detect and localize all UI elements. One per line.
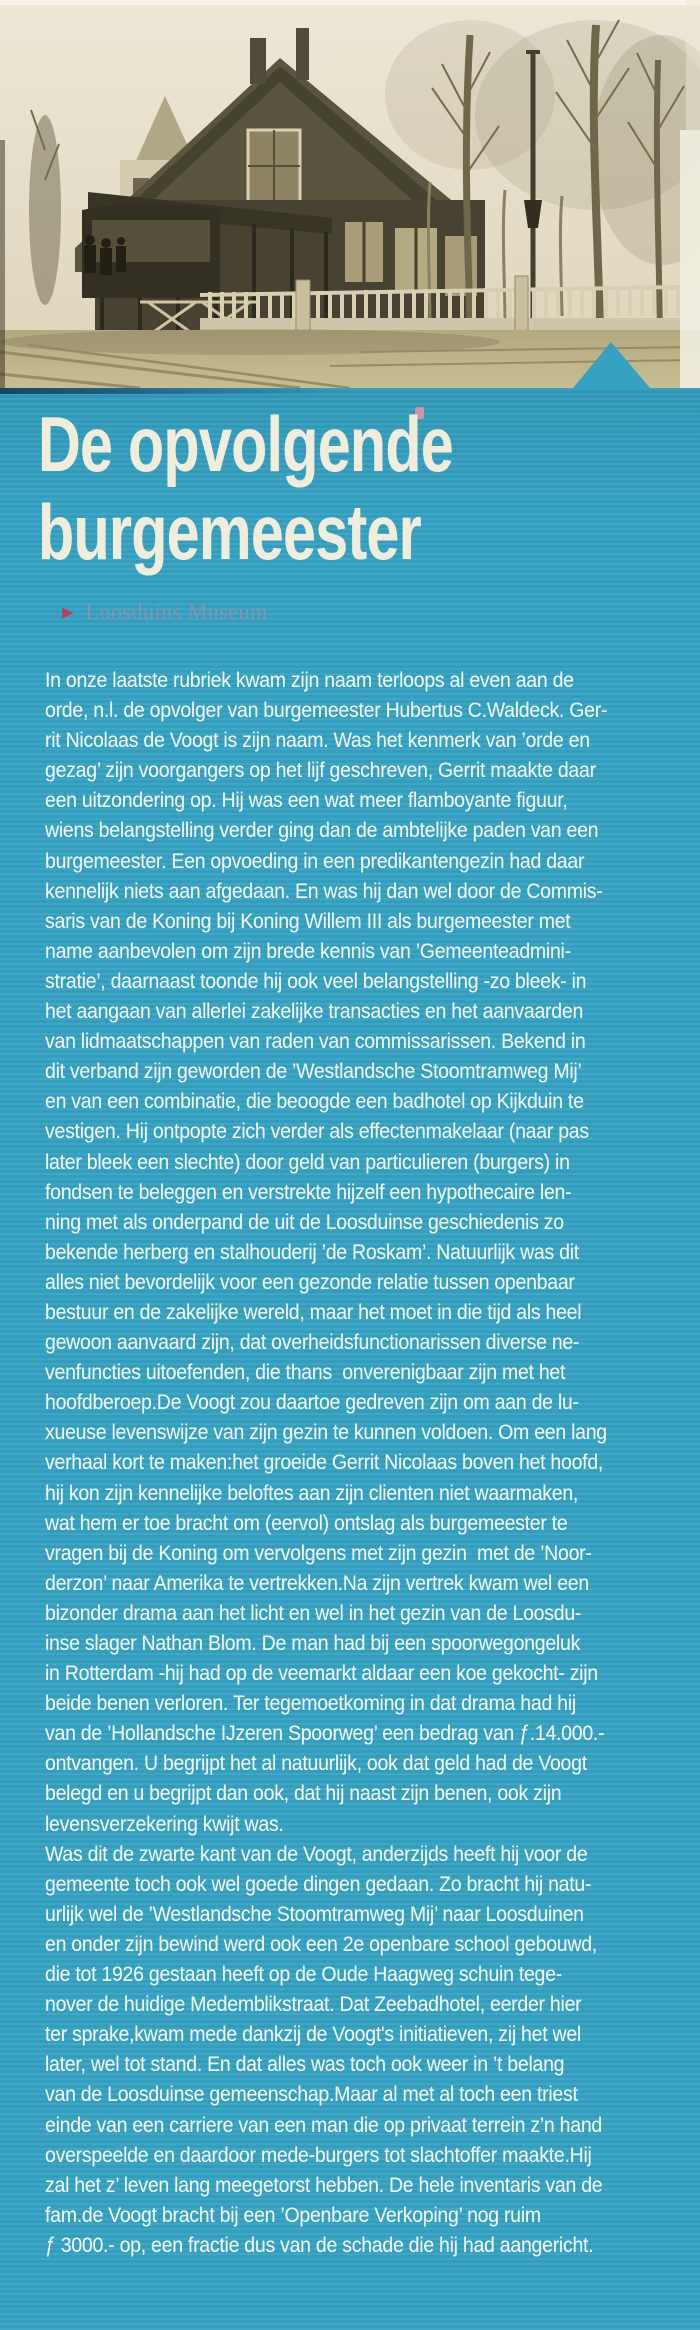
byline [62, 599, 268, 625]
page-title-line-2: burgemeester [38, 488, 421, 576]
text-line: name aanbevolen om zijn brede kennis van ’Gemeenteadmini- [45, 939, 571, 963]
text-line: die tot 1926 gestaan heeft op de Oude Haagweg schuin tege- [45, 1963, 562, 1987]
text-line: gezag’ zijn voorgangers op het lijf geschreven, Gerrit maakte daar [45, 759, 596, 783]
paragraph [45, 1840, 685, 2261]
text-line: overspeelde en daardoor mede-burgers tot slachtoffer maakte.Hij [45, 2143, 592, 2167]
text-line: gemeente toch ook wel goede dingen gedaan. Zo bracht hij natu- [45, 1872, 592, 1896]
text-line: hij kon zijn kennelijke beloftes aan zijn clienten niet waarmaken, [45, 1481, 579, 1505]
text-line: orde, n.l. de opvolger van burgemeester Hubertus C.Waldeck. Ger- [45, 699, 608, 723]
page-title [38, 400, 584, 576]
text-line: bestuur en de zakelijke wereld, maar het moet in die tijd als heel [45, 1300, 582, 1324]
text-line: stratie’, daarnaast toonde hij ook veel belangstelling -zo bleek- in [45, 969, 587, 993]
text-line: saris van de Koning bij Koning Willem III als burgemeester met [45, 909, 571, 933]
paragraph [45, 666, 685, 1840]
article-body [45, 666, 685, 2261]
text-line: van de Loosduinse gemeenschap.Maar al met al toch een triest [45, 2083, 578, 2107]
byline-label: Loosduins Museum [85, 599, 268, 624]
text-line: in Rotterdam -hij had op de veemarkt aldaar een koe gekocht- zijn [45, 1662, 598, 1686]
text-line: dit verband zijn geworden de ’Westlandsche Stoomtramweg Mij’ [45, 1060, 582, 1084]
text-line: venfuncties uitoefenden, die thans onverenigbaar zijn met het [45, 1361, 566, 1385]
text-line: gewoon aanvaard zijn, dat overheidsfunctionarissen diverse ne- [45, 1331, 580, 1355]
text-line: vestigen. Hij ontpopte zich verder als effectenmakelaar (naar pas [45, 1120, 589, 1144]
text-line: zal het z’ leven lang meegetorst hebben. De hele inventaris van de [45, 2173, 603, 2197]
text-line: van de ’Hollandsche IJzeren Spoorweg’ een bedrag van ƒ.14.000.- [45, 1722, 605, 1746]
text-line: fondsen te beleggen en verstrekte hijzelf een hypothecaire len- [45, 1180, 572, 1204]
text-line: inse slager Nathan Blom. De man had bij een spoorwegongeluk [45, 1632, 581, 1655]
text-line: verhaal kort te maken:het groeide Gerrit Nicolaas boven het hoofd, [45, 1451, 604, 1475]
text-line: van lidmaatschappen van raden van commissarissen. Bekend in [45, 1030, 586, 1054]
scan-shadow-edge [0, 388, 340, 394]
historic-photo-illustration [0, 0, 700, 388]
text-line: levensverzekering kwijt was. [45, 1812, 284, 1836]
text-line: ter sprake,kwam mede dankzij de Voogt's initiatieven, zij het wel [45, 2023, 581, 2047]
triangle-decoration [573, 342, 650, 388]
text-line: het aangaan van allerlei zakelijke transacties en het aanvaarden [45, 1000, 584, 1024]
text-line: bizonder drama aan het licht en wel in het gezin van de Loosdu- [45, 1601, 582, 1625]
historic-photo [0, 0, 700, 388]
text-line: einde van een carriere van een man die op privaat terrein z’n hand [45, 2113, 602, 2137]
text-line: urlijk wel de ’Westlandsche Stoomtramweg Mij’ naar Loosduinen [45, 1902, 584, 1926]
text-line: alles niet bevordelijk voor een gezonde relatie tussen openbaar [45, 1270, 575, 1294]
text-line: later bleek een slechte) door geld van particulieren (burgers) in [45, 1150, 570, 1174]
text-line: ontvangen. U begrijpt het al natuurlijk, ook dat geld had de Voogt [45, 1752, 587, 1776]
text-line: ning met als onderpand de uit de Loosduinse geschiedenis zo [45, 1210, 564, 1234]
text-line: ƒ 3000.- op, een fractie dus van de schade die hij had aangericht. [45, 2233, 594, 2257]
text-line: rit Nicolaas de Voogt is zijn naam. Was het kenmerk van ’orde en [45, 729, 590, 753]
text-line: fam.de Voogt bracht bij een ’Openbare Verkoping’ nog ruim [45, 2203, 541, 2227]
text-line: en van een combinatie, die beoogde een badhotel op Kijkduin te [45, 1090, 584, 1114]
text-line: wat hem er toe bracht om (eervol) ontslag als burgemeester te [45, 1511, 568, 1535]
text-line: burgemeester. Een opvoeding in een predikantengezin had daar [45, 849, 585, 873]
text-line: een uitzondering op. Hij was een wat meer flamboyante figuur, [45, 789, 568, 813]
arrow-right-icon: ▶ [62, 603, 74, 621]
text-line: bekende herberg en stalhouderij ’de Roskam’. Natuurlijk was dit [45, 1240, 579, 1264]
text-line: In onze laatste rubriek kwam zijn naam terloops al even aan de [45, 669, 574, 692]
text-line: beide benen verloren. Ter tegemoetkoming in dat drama had hij [45, 1692, 576, 1716]
text-line: en onder zijn bewind werd ook een 2e openbare school gebouwd, [45, 1932, 597, 1956]
text-line: hoofdberoep.De Voogt zou daartoe gedreven zijn om aan de lu- [45, 1391, 579, 1415]
text-line: belegd en u begrijpt dan ook, dat hij naast zijn benen, ook zijn [45, 1782, 562, 1806]
text-line: vragen bij de Koning om vervolgens met zijn gezin met de ’Noor- [45, 1541, 592, 1565]
text-line: later, wel tot stand. En dat alles was toch ook weer in ’t belang [45, 2053, 565, 2077]
text-line: kennelijk niets aan afgedaan. En was hij dan wel door de Commis- [45, 879, 603, 903]
text-line: xueuse levenswijze van zijn gezin te kunnen voldoen. Om een lang [45, 1421, 607, 1445]
text-line: wiens belangstelling verder ging dan de ambtelijke paden van een [45, 819, 599, 843]
text-line: Was dit de zwarte kant van de Voogt, anderzijds heeft hij voor de [45, 1842, 588, 1866]
page-title-line-1: De opvolgende [38, 400, 454, 488]
text-line: derzon’ naar Amerika te vertrekken.Na zijn vertrek kwam wel een [45, 1571, 589, 1595]
text-line: nover de huidige Medemblikstraat. Dat Zeebadhotel, eerder hier [45, 1993, 582, 2017]
